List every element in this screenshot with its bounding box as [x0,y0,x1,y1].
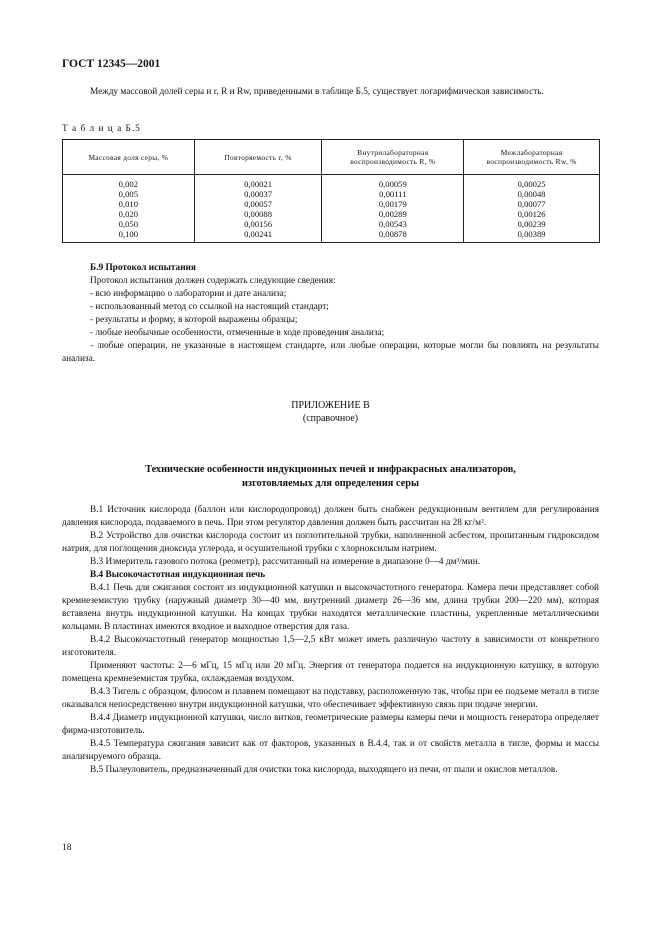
section-heading: Б.9 Протокол испытания [90,263,196,273]
paragraph: Применяют частоты: 2—6 мГц, 15 мГц или 20 мГц. Энергия от генератора подается на индукционную катушку, в которую помещена кремнеземистая трубка, охлаждаемая воздухом. [62,661,599,684]
table-cell-value: 0,005 [118,189,138,199]
paragraph: В.4.3 Тигель с образцом, флюсом и плавнем помещают на подставку, расположенную так, чтобы при ее подъеме металл в тигле оказывался непосредственно внутри индукционной катушки, что обеспечивает эффективную связь при подаче энергии. [62,687,599,710]
section-b9 [62,262,599,366]
page-number: 18 [62,843,72,853]
table-cell-value: 0,00239 [517,219,546,229]
list-item: - результаты и форму, в которой выражены образцы; [90,315,298,325]
table-cell-value: 0,00048 [517,189,546,199]
appendix-sublabel: (справочное) [302,413,359,424]
paragraph: В.2 Устройство для очистки кислорода состоит из поглотительной трубки, наполненной асбестом, пропитанным гидроксидом натрия, для поглощения диоксида углерода, и осушительной трубки с хлорноксилым натрием. [62,531,599,554]
table-cell-value: 0,020 [118,209,138,219]
table-body-row [63,175,600,243]
table-cell-value: 0,002 [118,179,138,189]
table-cell-value: 0,00021 [244,179,273,189]
appendix-body [62,504,599,777]
table-cell-value: 0,010 [118,199,138,209]
data-table [62,139,600,243]
table-cell-value: 0,00241 [244,229,273,239]
paragraph: В.5 Пылеуловитель, предназначенный для очистки тока кислорода, выходящего из печи, от пыли и окислов металлов. [90,765,558,775]
table-cell-value: 0,00878 [378,229,407,239]
column-header: Повторяемость r, % [194,140,322,175]
paragraph: В.1 Источник кислорода (баллон или кислородопровод) должен быть снабжен редукционным вентилем для регулирования давления кислорода, подаваемого в печь. При этом регулятор давления должен быть рассчитан на 28 кг/м². [62,505,599,528]
table-cell-value: 0,00025 [517,179,546,189]
repeatability-cell [194,175,322,243]
title-line: изготовляемых для определения серы [242,478,419,489]
table-cell-value: 0,050 [118,219,138,229]
column-header: Внутрилабораторная воспроизводимость R, % [322,140,464,175]
document-code: ГОСТ 12345—2001 [62,58,161,70]
paragraph: В.3 Измеритель газового потока (реометр), рассчитанный на измерение в диапазоне 0—4 дм³/мин. [90,557,481,567]
table-header-row [63,140,600,175]
title-line: Технические особенности индукционных печей и инфракрасных анализаторов, [145,464,516,475]
table-cell-value: 0,00088 [244,209,273,219]
table-cell-value: 0,00059 [378,179,407,189]
sulfur-fraction-cell [63,175,195,243]
paragraph: В.4.2 Высокочастотный генератор мощностью 1,5—2,5 кВт может иметь различную частоту в зависимости от конкретного изготовителя. [62,635,599,658]
paragraph: В.4.4 Диаметр индукционной катушки, число витков, геометрические размеры камеры печи и мощность генератора определяет фирма-изготовитель. [62,713,599,736]
table-cell-value: 0,100 [118,229,138,239]
table-cell-value: 0,00179 [378,199,407,209]
table-cell-value: 0,00543 [378,219,407,229]
list-item: - любые операции, не указанные в настоящем стандарте, или любые операции, которые могли бы повлиять на результаты анализа. [62,341,599,364]
paragraph: Протокол испытания должен содержать следующие сведения: [90,276,336,286]
table-cell-value: 0,00057 [244,199,273,209]
interlab-reproducibility-cell [464,175,600,243]
intralab-reproducibility-cell [322,175,464,243]
table-cell-value: 0,00111 [379,189,407,199]
appendix-title [62,463,599,491]
column-header: Межлабораторная воспроизводимость Rw, % [464,140,600,175]
table-cell-value: 0,00126 [517,209,546,219]
paragraph: В.4.5 Температура сжигания зависит как от факторов, указанных в В.4.4, так и от свойств металла в тигле, формы и массы анализируемого образца. [62,739,599,762]
column-header: Массовая доля серы, % [63,140,195,175]
table-caption: Т а б л и ц а Б.5 [62,124,141,134]
paragraph: В.4.1 Печь для сжигания состоит из индукционной катушки и высокочастотного генератора. Камера печи представляет собой кремнеземистую трубку (наружный диаметр 30—40 мм, внутренний диаметр 26—36 мм, длина трубки 200—220 мм), которая вставлена внутрь индукционной катушки. На концах трубки находятся металлические пластины, укрепленные металлическими кольцами. В пластинах имеются входное и выходное отверстия для газа. [62,583,599,632]
appendix-label: ПРИЛОЖЕНИЕ В [291,400,370,411]
intro-paragraph: Между массовой долей серы и r, R и Rw, приведенными в таблице Б.5, существует логарифмическая зависимость. [90,87,544,97]
table-cell-value: 0,00037 [244,189,273,199]
table-cell-value: 0,00289 [378,209,407,219]
table-cell-value: 0,00156 [244,219,273,229]
list-item: - использованный метод со ссылкой на настоящий стандарт; [90,302,329,312]
list-item: - всю информацию о лаборатории и дате анализа; [90,289,287,299]
section-heading: В.4 Высокочастотная индукционная печь [90,570,266,580]
table-cell-value: 0,00077 [517,199,546,209]
table-cell-value: 0,00389 [517,229,546,239]
list-item: - любые необычные особенности, отмеченные в ходе проведения анализа; [90,328,385,338]
